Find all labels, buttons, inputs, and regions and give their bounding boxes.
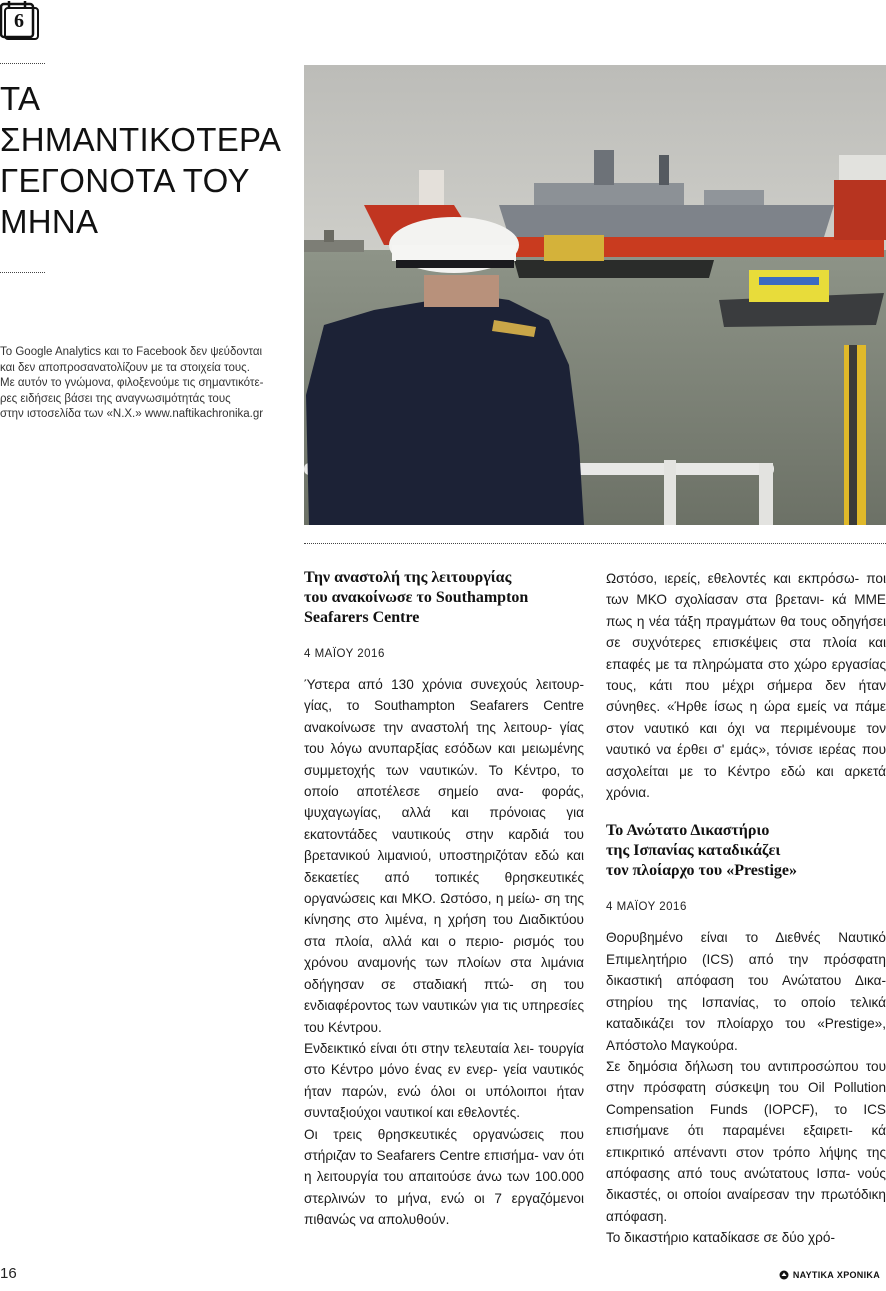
article-paragraph: Οι τρεις θρησκευτικές οργανώσεις που στήριζαν το Seafarers Centre επισήμα- ναν ότι η λειτουργία του απαιτούσε άνω των 100.000 στερλινών το μήνα, ενώ οι 7 εργαζόμενοι πιθανώς να απολυθούν.	[304, 1126, 584, 1228]
article-paragraph: Ωστόσο, ιερείς, εθελοντές και εκπρόσω- ποι των ΜΚΟ σχολίασαν στα βρετανι- κά ΜΜΕ πως η νέα τάξη πραγμάτων θα τους οδηγήσει σε συχνότερες επισκέψεις στα πλοία και επαφές με τα πληρώματα στο χώρο εργασίας τους, κάτι που μέχρι σήμερα δεν ήταν σύνηθες. «Ήρθε ίσως η ώρα εμείς να πάμε στον ναυτικό και όχι να περιμένουμε τον ναυτικό να έρθει σ' εμάς», τόνισε ιερέας που ασχολείται με το Κέντρο εδώ και αρκετά χρόνια.	[606, 571, 886, 801]
divider	[0, 63, 45, 64]
article-date: 4 ΜΑΪΟΥ 2016	[304, 648, 385, 660]
article-title: Το Ανώτατο Δικαστήριο της Ισπανίας καταδικάζει τον πλοίαρχο του «Prestige»	[606, 822, 797, 880]
article-paragraph: Το δικαστήριο καταδίκασε σε δύο χρό-	[606, 1230, 835, 1246]
brand-footer	[779, 1270, 880, 1280]
article-paragraph: Ενδεικτικό είναι ότι στην τελευταία λει- τουργία στο Κέντρο μόνο ένας εν ενερ- γεία ναυτικός ήταν παρών, ενώ όλοι οι υπόλοιποι ήταν συνταξιούχοι ναυτικοί και εθελοντές.	[304, 1040, 584, 1121]
article-title: Την αναστολή της λειτουργίας του ανακοίνωσε το Southampton Seafarers Centre	[304, 569, 529, 626]
article-column-1	[304, 568, 584, 1231]
harbor-photo	[304, 65, 886, 525]
page-number: 16	[0, 1265, 17, 1282]
article-paragraph: Θορυβημένο είναι το Διεθνές Ναυτικό Επιμελητήριο (ICS) από την πρόσφατη δικαστική απόφαση του Ανώτατου Δικα- στηρίου της Ισπανίας, το οποίο τελικά καταδικάζει τον πλοίαρχο του «Prestige», Απόστολο Μαγκούρα.	[606, 930, 886, 1053]
brand-name: ΝΑΥΤΙΚΑ ΧΡΟΝΙΚΑ	[792, 1270, 880, 1280]
divider	[304, 543, 886, 544]
section-intro: Το Google Analytics και το Facebook δεν ψεύδονται και δεν αποπροσανατολίζουν με τα στοιχεία τους. Με αυτόν το γνώμονα, φιλοξενούμε τις σημαντικότε- ρες ειδήσεις βάσει της αναγνωσιμότητάς τους στην ιστοσελίδα των «Ν.Χ.» www.naftikachronika.gr	[0, 346, 264, 421]
article-paragraph: Ύστερα από 130 χρόνια συνεχούς λειτουρ- γίας, το Southampton Seafarers Centre ανακοίνωσε την αναστολή της λειτουρ- γίας του λόγω ανυπαρξίας εσόδων και μειωμένης συμμετοχής των ναυτικών. Το Κέντρο, το οποίο αποτέλεσε σημείο ανα- φοράς, ψυχαγωγίας, αλλά και πρόνοιας για εκατοντάδες ναυτικούς στην καρδιά του βρετανικού λιμανιού, υποστηριζόταν εδώ και δεκαετίες από τοπικές θρησκευτικές οργανώσεις και ΜΚΟ. Ωστόσο, η μείω- ση της κίνησης στο λιμένα, η χρήση του Διαδικτύου στα πλοία, αλλά και ο περιο- ρισμός του χρόνου αναμονής των πλοίων στα λιμάνια οδήγησαν σε σταδιακή πτώ- ση του ενδιαφέροντος των ναυτικών για τις υπηρεσίες του Κέντρου.	[304, 677, 585, 1035]
section-badge	[0, 0, 40, 40]
divider	[0, 272, 45, 273]
section-number: 6	[14, 10, 24, 32]
brand-logo-icon	[779, 1270, 789, 1280]
article-date: 4 ΜΑΪΟΥ 2016	[606, 901, 687, 914]
article-column-2	[606, 568, 886, 1249]
article-paragraph: Σε δημόσια δήλωση του αντιπροσώπου του στην πρόσφατη σύσκεψη του Oil Pollution Compensation Funds (IOPCF), το ICS επισήμανε ότι παραμένει εξαιρετι- κά επικριτικό απέναντι στον τρόπο λήψης της απόφασης από τους ανώτατους Ισπα- νούς δικαστές, οι οποίοι αναίρεσαν την πρωτόδικη απόφαση.	[606, 1058, 886, 1224]
section-title: ΤΑ ΣΗΜΑΝΤΙΚΟΤΕΡΑ ΓΕΓΟΝΟΤΑ ΤΟΥ ΜΗΝΑ	[0, 80, 282, 240]
